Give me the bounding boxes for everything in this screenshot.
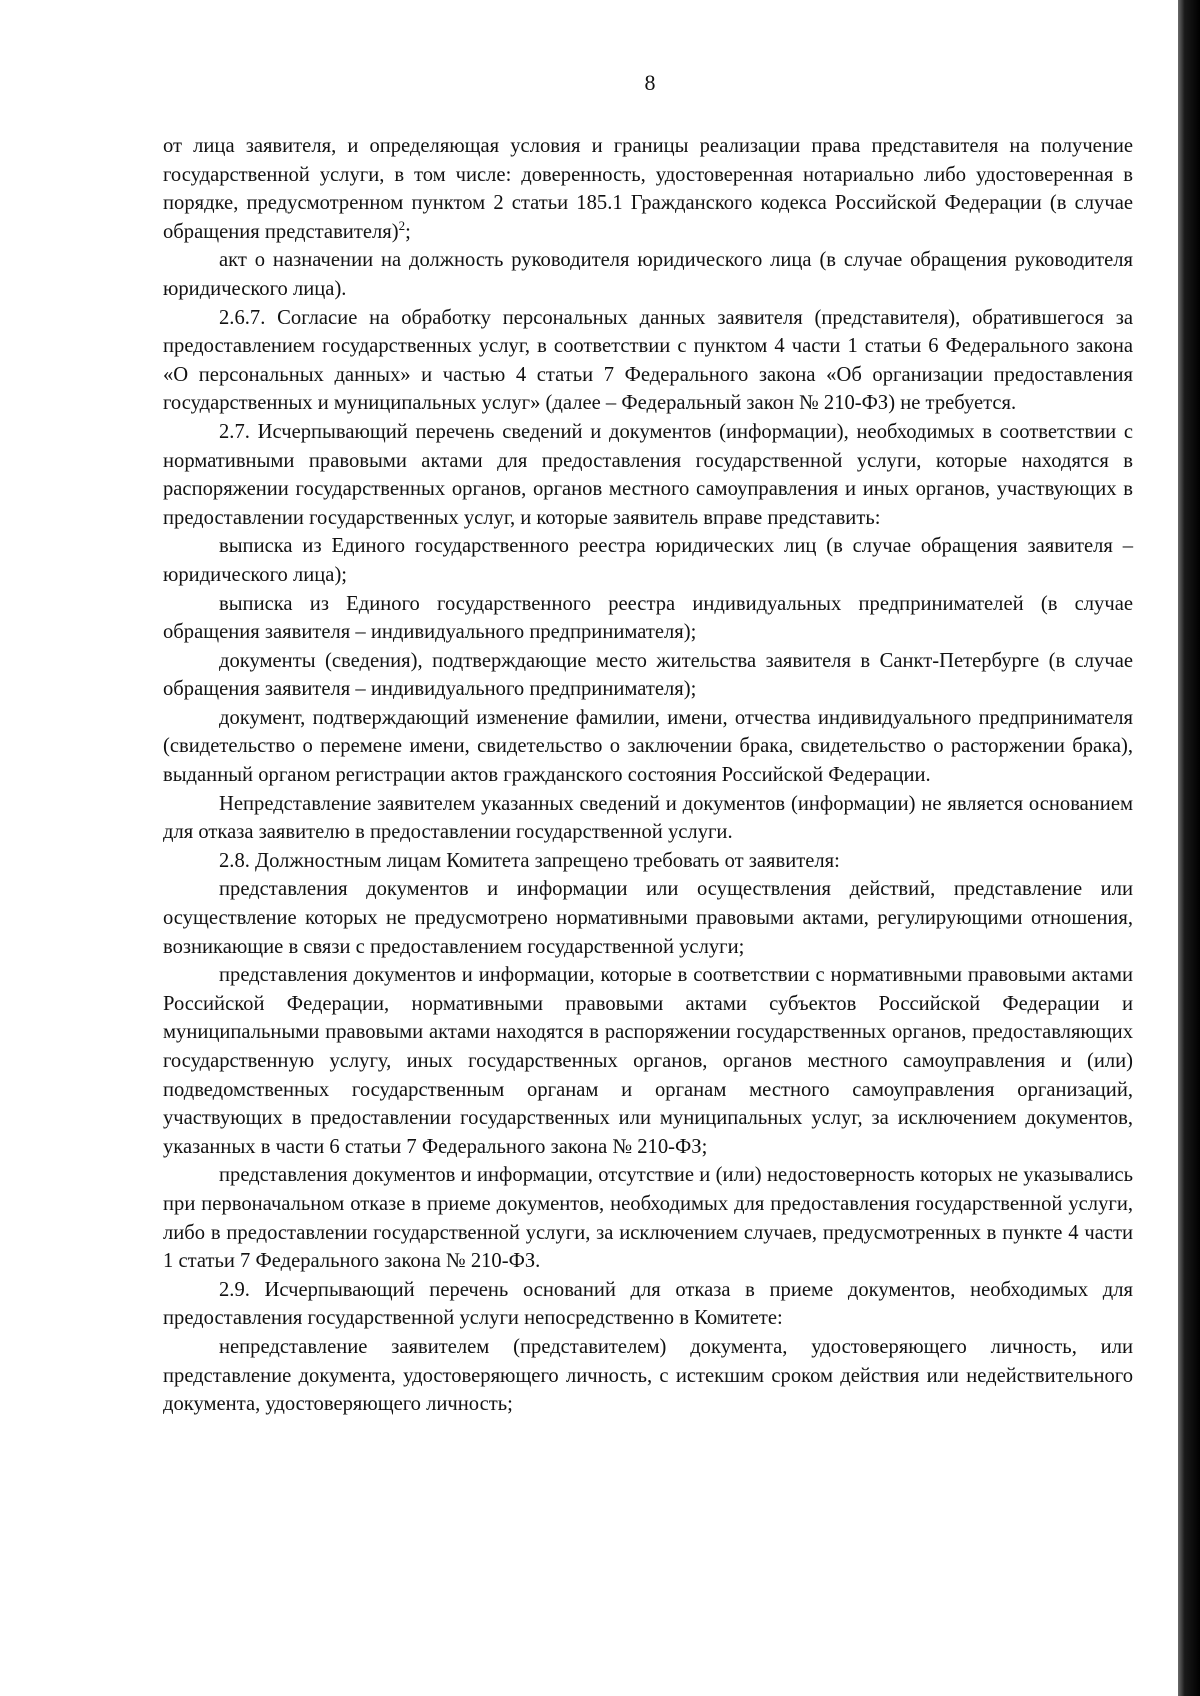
paragraph: акт о назначении на должность руководителя юридического лица (в случае обращения руководителя юридического лица).	[163, 249, 1133, 300]
paragraph: выписка из Единого государственного реестра юридических лиц (в случае обращения заявителя – юридического лица);	[163, 535, 1133, 586]
paragraph: 2.6.7. Согласие на обработку персональных данных заявителя (представителя), обратившегося за предоставлением государственных услуг, в соответствии с пунктом 4 части 1 статьи 6 Федерального закона «О персональных данных» и частью 4 статьи 7 Федерального закона «Об организации предоставления государственных и муниципальных услуг» (далее – Федеральный закон № 210-ФЗ) не требуется.	[163, 306, 1133, 415]
paragraph: документ, подтверждающий изменение фамилии, имени, отчества индивидуального предпринимателя (свидетельство о перемене имени, свидетельство о заключении брака, свидетельство о расторжении брака), выданный органом регистрации актов гражданского состояния Российской Федерации.	[163, 706, 1133, 787]
document-body	[163, 132, 1133, 1419]
paragraph: 2.7. Исчерпывающий перечень сведений и документов (информации), необходимых в соответствии с нормативными правовыми актами для предоставления государственной услуги, которые находятся в распоряжении государственных органов, органов местного самоуправления и иных органов, участвующих в предоставлении государственных услуг, и которые заявитель вправе представить:	[163, 420, 1133, 529]
scan-edge-shadow	[1178, 0, 1200, 1696]
paragraph: непредставление заявителем (представителем) документа, удостоверяющего личность, или представление документа, удостоверяющего личность, с истекшим сроком действия или недействительного документа, удостоверяющего личность;	[163, 1335, 1133, 1416]
paragraph: представления документов и информации или осуществления действий, представление или осуществление которых не предусмотрено нормативными правовыми актами, регулирующими отношения, возникающие в связи с предоставлением государственной услуги;	[163, 878, 1133, 958]
page-number: 8	[644, 70, 656, 95]
paragraph: выписка из Единого государственного реестра индивидуальных предпринимателей (в случае обращения заявителя – индивидуального предпринимателя);	[163, 592, 1133, 644]
paragraph: документы (сведения), подтверждающие место жительства заявителя в Санкт-Петербурге (в случае обращения заявителя – индивидуального предпринимателя);	[163, 649, 1133, 701]
paragraph: 2.9. Исчерпывающий перечень оснований для отказа в приеме документов, необходимых для предоставления государственной услуги непосредственно в Комитете:	[163, 1278, 1133, 1330]
paragraph: представления документов и информации, которые в соответствии с нормативными правовыми актами Российской Федерации, нормативными правовыми актами субъектов Российской Федерации и муниципальными правовыми актами находятся в распоряжении государственных органов, предоставляющих государственную услугу, иных государственных органов, органов местного самоуправления и (или) подведомственных государственным органам и органам местного самоуправления организаций, участвующих в предоставлении государственных или муниципальных услуг, за исключением документов, указанных в части 6 статьи 7 Федерального закона № 210-ФЗ;	[163, 964, 1133, 1158]
footnote-ref: 2	[398, 217, 406, 233]
paragraph: от лица заявителя, и определяющая условия и границы реализации права представителя на получение государственной услуги, в том числе: доверенность, удостоверенная нотариально либо удостоверенная в порядке, предусмотренном пунктом 2 статьи 185.1 Гражданского кодекса Российской Федерации (в случае обращения представителя)$^2$;	[163, 135, 1133, 243]
paragraph: представления документов и информации, отсутствие и (или) недостоверность которых не указывались при первоначальном отказе в приеме документов, необходимых для предоставления государственной услуги, либо в предоставлении государственной услуги, за исключением случаев, предусмотренных в пункте 4 части 1 статьи 7 Федерального закона № 210-ФЗ.	[163, 1164, 1133, 1273]
paragraph: 2.8. Должностным лицам Комитета запрещено требовать от заявителя:	[219, 849, 840, 872]
paragraph: Непредставление заявителем указанных сведений и документов (информации) не является основанием для отказа заявителю в предоставлении государственной услуги.	[163, 792, 1133, 844]
